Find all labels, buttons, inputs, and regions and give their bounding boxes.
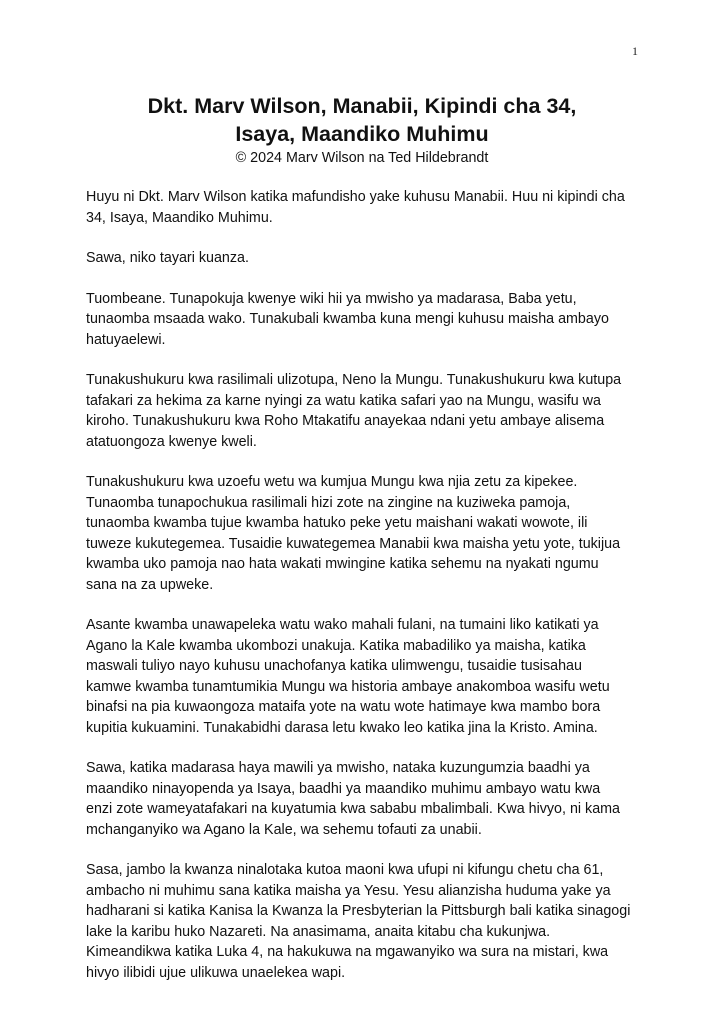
paragraph-line: enzi zote wameyatafakari na kuyatumia kwa sababu mbalimbali. Kwa hivyo, ni kama — [86, 801, 621, 817]
paragraph — [86, 289, 656, 351]
paragraph-line: kamwe kwamba tunamtumikia Mungu wa historia ambaye anakomboa wasifu wetu — [86, 678, 610, 695]
paragraph — [86, 370, 656, 452]
paragraph-line: tuweze kukutegemea. Tusaidie kuwategemea Manabii kwa maisha yetu yote, tukijua — [86, 535, 621, 552]
paragraph-line: Tunakushukuru kwa rasilimali ulizotupa, Neno la Mungu. Tunakushukuru kwa kutupa — [86, 372, 622, 388]
paragraph-line: tunaomba kwamba tujue kwamba hatuko peke yetu maishani wakati wowote, ili — [86, 515, 588, 531]
paragraph-line: Tuombeane. Tunapokuja kwenye wiki hii ya mwisho ya madarasa, Baba yetu, — [86, 290, 577, 307]
paragraph-line: tafakari za hekima za karne nyingi za watu katika safari yao na Mungu, wasifu wa — [86, 392, 601, 409]
paragraph-line: ambacho ni muhimu sana katika maisha ya Yesu. Yesu alianzisha huduma yake ya — [86, 882, 611, 899]
paragraph — [86, 615, 656, 738]
title-line-2: Isaya, Maandiko Muhimu — [235, 122, 489, 146]
document-body — [86, 187, 656, 1003]
paragraph — [86, 860, 656, 983]
paragraph-line: sana na za upweke. — [86, 576, 214, 593]
paragraph — [86, 472, 656, 595]
copyright-line: © 2024 Marv Wilson na Ted Hildebrandt — [235, 150, 489, 166]
paragraph-line: mchanganyiko wa Agano la Kale, wa sehemu tofauti za unabii. — [86, 821, 482, 838]
paragraph-line: maswali tuliyo nayo kuhusu unachofanya katika ulimwengu, tusaidie tusisahau — [86, 658, 582, 674]
paragraph-line: maandiko ninayopenda ya Isaya, baadhi ya maandiko muhimu ambayo watu kwa — [86, 780, 601, 797]
paragraph-line: Huyu ni Dkt. Marv Wilson katika mafundisho yake kuhusu Manabii. Huu ni kipindi cha — [86, 189, 625, 205]
paragraph-line: hatuyaelewi. — [86, 331, 166, 348]
paragraph-line: hivyo ilibidi ujue ulikuwa unaelekea wapi. — [86, 964, 346, 981]
paragraph-line: Kimeandikwa katika Luka 4, na hakukuwa na mgawanyiko wa sura na mistari, kwa — [86, 944, 609, 960]
paragraph-line: Agano la Kale kwamba ukombozi unakuja. Katika mabadiliko ya maisha, katika — [86, 637, 586, 654]
paragraph-line: binafsi na pia kuwaongoza mataifa yote na watu wote hatimaye kwa mambo bora — [86, 699, 601, 715]
paragraph-line: Asante kwamba unawapeleka watu wako mahali fulani, na tumaini liko katikati ya — [86, 617, 599, 633]
document-title — [0, 92, 724, 148]
paragraph — [86, 758, 656, 840]
paragraph-line: tunaomba msaada wako. Tunakubali kwamba kuna mengi kuhusu maisha ambayo — [86, 311, 609, 327]
paragraph-line: Sasa, jambo la kwanza ninalotaka kutoa maoni kwa ufupi ni kifungu chetu cha 61, — [86, 862, 604, 878]
paragraph-line: kwamba uko pamoja nao hata wakati mwingine katika sehemu na nyakati ngumu — [86, 556, 599, 572]
paragraph-line: atatuongoza kwenye kweli. — [86, 433, 257, 450]
page-number: 1 — [632, 44, 638, 58]
paragraph-line: kiroho. Tunakushukuru kwa Roho Mtakatifu anayekaa ndani yetu ambaye alisema — [86, 413, 605, 429]
paragraph-line: Sawa, niko tayari kuanza. — [86, 250, 249, 266]
title-line-1: Dkt. Marv Wilson, Manabii, Kipindi cha 34, — [147, 94, 577, 118]
paragraph — [86, 187, 656, 228]
paragraph-line: Tunaomba tunapochukua rasilimali hizi zote na zingine na kuziweka pamoja, — [86, 494, 571, 511]
paragraph — [86, 248, 656, 269]
paragraph-line: Sawa, katika madarasa haya mawili ya mwisho, nataka kuzungumzia baadhi ya — [86, 760, 590, 776]
paragraph-line: hadharani si katika Kanisa la Kwanza la Presbyterian la Pittsburgh bali katika sinagogi — [86, 903, 631, 919]
paragraph-line: 34, Isaya, Maandiko Muhimu. — [86, 209, 273, 226]
paragraph-line: Tunakushukuru kwa uzoefu wetu wa kumjua Mungu kwa njia zetu za kipekee. — [86, 474, 578, 490]
paragraph-line: lake la karibu huko Nazareti. Na anasimama, anaita kitabu cha kukunjwa. — [86, 923, 551, 940]
paragraph-line: kupitia kukuamini. Tunakabidhi darasa letu kwako leo katika jina la Kristo. Amina. — [86, 719, 598, 736]
